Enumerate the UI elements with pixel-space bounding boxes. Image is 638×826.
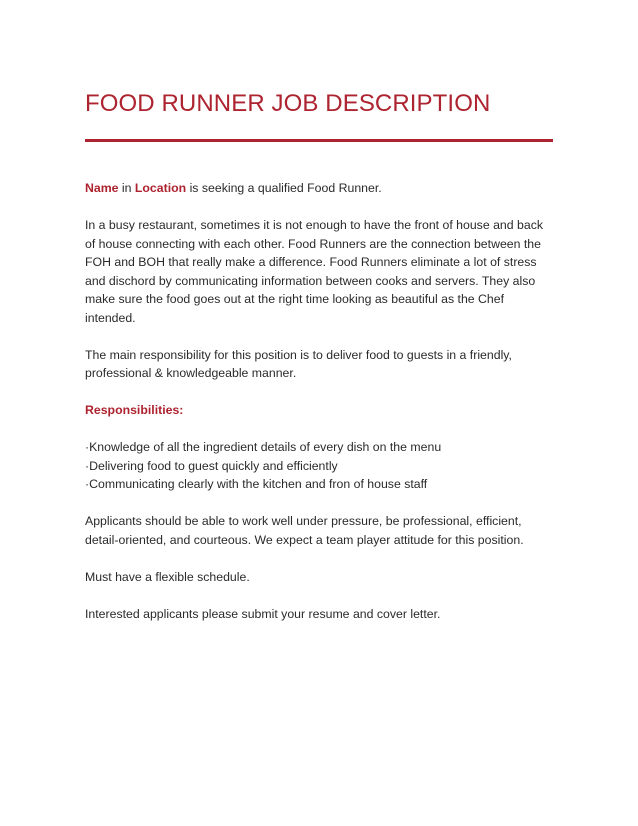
list-item-text: Knowledge of all the ingredient details of every dish on the menu: [89, 440, 442, 454]
intro-rest: is seeking a qualified Food Runner.: [186, 181, 382, 195]
bullet-icon: ·: [85, 477, 90, 491]
document-body: [85, 179, 555, 623]
company-name: Name: [85, 181, 119, 195]
schedule-paragraph: Must have a flexible schedule.: [85, 569, 250, 584]
intro-paragraph: [85, 179, 555, 198]
company-location: Location: [134, 181, 187, 195]
list-item: [85, 457, 555, 476]
bullet-icon: ·: [85, 440, 90, 454]
bullet-icon: ·: [85, 458, 90, 473]
requirements-paragraph: Applicants should be able to work well under pressure, be professional, efficient, detail-oriented, and courteous. We expect a team player attitude for this position.: [85, 514, 524, 547]
list-item-text: Delivering food to guest quickly and efficiently: [89, 458, 338, 473]
list-item: [85, 475, 555, 494]
title-divider: [85, 139, 553, 142]
intro-in-word: in: [118, 181, 135, 195]
overview-paragraph: In a busy restaurant, sometimes it is not enough to have the front of house and back of house connecting with each other. Food Runners are the connection between the FOH and BOH that really make a difference. Food Runners eliminate a lot of stress and dischord by communicating information between cooks and servers. They also make sure the food goes out at the right time looking as beautiful as the Chef intended.: [85, 218, 543, 325]
responsibilities-list: [85, 438, 555, 494]
main-responsibility-paragraph: The main responsibility for this position is to deliver food to guests in a friendly, professional & knowledgeable manner.: [85, 347, 512, 380]
page-title: FOOD RUNNER JOB DESCRIPTION: [85, 90, 491, 117]
application-paragraph: Interested applicants please submit your resume and cover letter.: [85, 606, 441, 621]
list-item: [85, 438, 555, 457]
document-page: [85, 88, 555, 642]
list-item-text: Communicating clearly with the kitchen and fron of house staff: [89, 477, 428, 491]
responsibilities-heading: Responsibilities:: [85, 403, 184, 417]
